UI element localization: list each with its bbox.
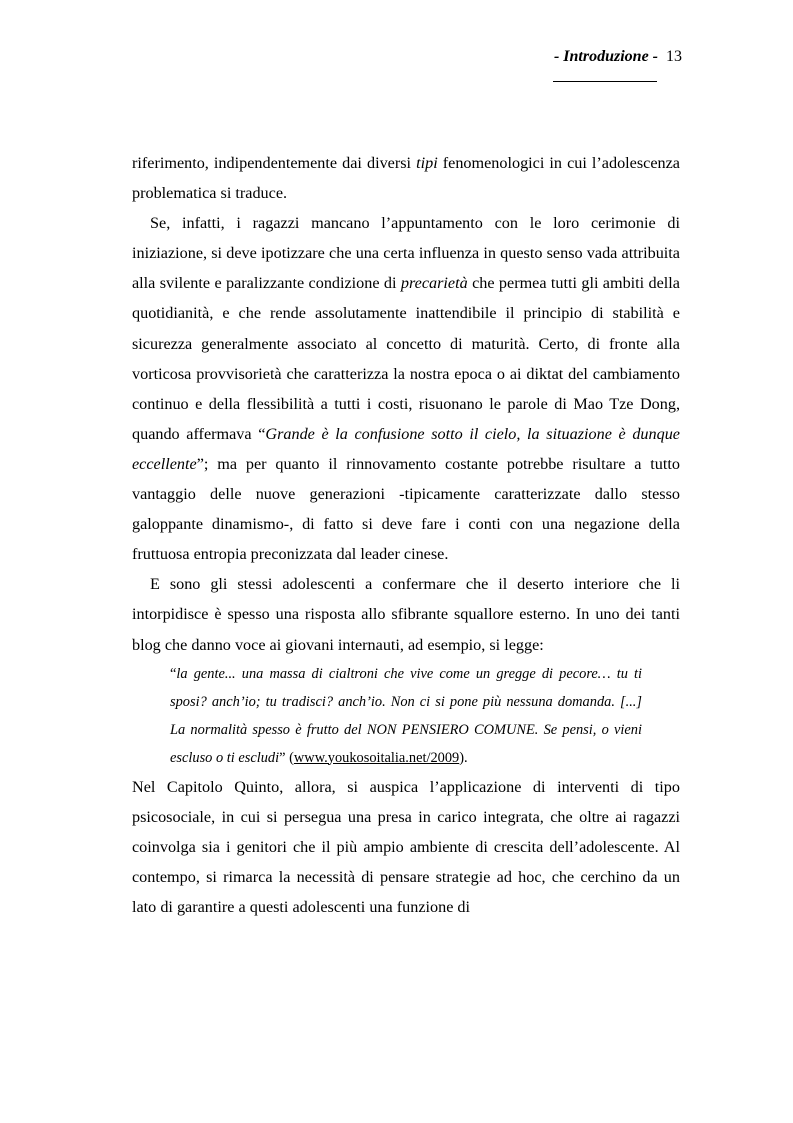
p2-seg-4: Grande è la confusione sotto il cielo, la situazione è dunque eccellente: [132, 424, 680, 473]
p1-seg-2: tipi: [416, 154, 438, 172]
paragraph-4: Nel Capitolo Quinto, allora, si auspica l’applicazione di interventi di tipo psicosociale, in cui si persegua una presa in carico integrata, che oltre ai ragazzi coinvolga sia i genitori che il più ampio ambiente di crescita dell’adolescente. Al contempo, si rimarca la necessità di pensare strategie ad hoc, che cerchino da un lato di garantire a questi adolescenti una funzione di: [132, 777, 680, 916]
quote-text: la gente... una massa di cialtroni che vive come un gregge di pecore… tu ti sposi? anch’io; tu tradisci? anch’io. Non ci si pone più nessuna domanda. [...] La normalità spesso è frutto del NON PENSIERO COMUNE. Se pensi, o vieni escluso o ti escludi: [170, 665, 642, 766]
p2-seg-1: Se, infatti, i ragazzi mancano l’appuntamento con le loro cerimonie di iniziazione, si deve ipotizzare che una certa influenza in questo senso vada attribuita alla svilente e paralizzante condizione di: [132, 214, 680, 293]
paragraph-3: [132, 569, 680, 659]
p2-seg-2: precarietà: [400, 274, 468, 293]
page-number: 13: [666, 48, 682, 65]
quote-source-link[interactable]: www.youkosoitalia.net/2009: [293, 749, 460, 766]
p2-seg-5: ”; ma per quanto il rinnovamento costante potrebbe risultare a tutto vantaggio delle nuove generazioni -tipicamente caratterizzate dallo stesso galoppante dinamismo-, di fatto si deve fare i conti con una negazione della fruttuosa entropia preconizzata dal leader cinese.: [132, 454, 680, 564]
block-quote: [170, 660, 642, 772]
header-rule: [553, 81, 657, 82]
quote-open-mark: “: [170, 665, 177, 682]
paragraph-2: [132, 208, 680, 569]
p3-seg-1: E sono gli stessi adolescenti a confermare che il deserto interiore che li intorpidisce è spesso una risposta allo sfibrante squallore esterno. In uno dei tanti blog che danno voce ai giovani internauti, ad esempio, si legge:: [132, 575, 680, 654]
quote-source-close: ).: [459, 749, 468, 766]
p1-seg-1: riferimento, indipendentemente dai diversi: [132, 154, 417, 172]
running-header: [554, 47, 682, 67]
section-title: - Introduzione -: [553, 48, 658, 65]
p2-seg-3: che permea tutti gli ambiti della quotidianità, e che rende assolutamente inattendibile il principio di stabilità e sicurezza generalmente associato al concetto di maturità. Certo, di fronte alla vorticosa provvisorietà che caratterizza la nostra epoca o ai diktat del cambiamento continuo e della flessibilità a tutti i costi, risuonano le parole di Mao Tze Dong, quando affermava “: [132, 274, 680, 443]
quote-close-mark: ”: [279, 749, 286, 766]
body-text: [132, 148, 680, 922]
quote-source-open: (: [285, 749, 294, 766]
p1-seg-3: fenomenologici in cui l’adolescenza problematica si traduce.: [132, 154, 680, 203]
paragraph-1: [132, 148, 680, 208]
